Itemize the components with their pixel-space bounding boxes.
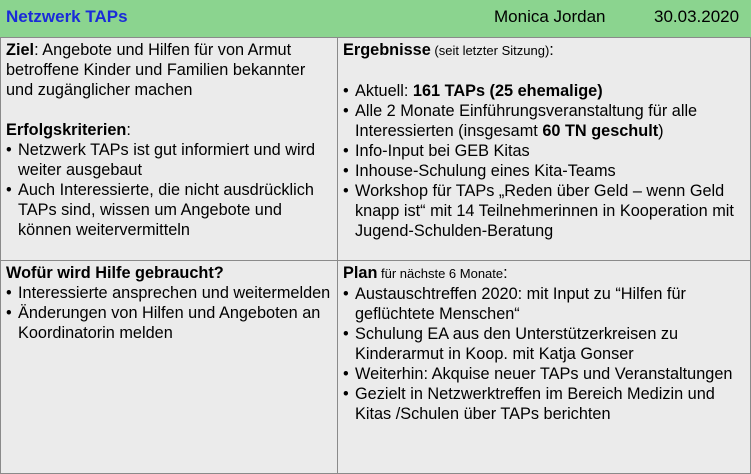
page-title: Netzwerk TAPs bbox=[6, 7, 128, 26]
plan-note: für nächste 6 Monate bbox=[377, 266, 504, 281]
list-item: • Aktuell: 161 TAPs (25 ehemalige) bbox=[343, 81, 745, 101]
list-item: • Netzwerk TAPs ist gut informiert und wird weiter ausgebaut bbox=[6, 140, 332, 180]
ziel-cell bbox=[0, 37, 338, 261]
list-item: • Alle 2 Monate Einführungsveranstaltung für alle Interessierten (insgesamt 60 TN geschult) bbox=[343, 101, 745, 141]
list-item: • Auch Interessierte, die nicht ausdrücklich TAPs sind, wissen um Angebote und können weitervermitteln bbox=[6, 180, 332, 240]
ziel-label: Ziel bbox=[6, 41, 35, 59]
list-item: • Inhouse-Schulung eines Kita-Teams bbox=[343, 161, 745, 181]
ergebnisse-cell bbox=[337, 37, 751, 261]
hilfe-cell bbox=[0, 260, 338, 474]
plan-list bbox=[343, 284, 745, 424]
ergebnisse-heading: Ergebnisse (seit letzter Sitzung): bbox=[343, 41, 554, 59]
ziel-statement bbox=[6, 40, 332, 100]
ziel-text: : Angebote und Hilfen für von Armut betroffene Kinder und Familien bekannter und zugänglicher machen bbox=[6, 41, 306, 99]
list-item: • Schulung EA aus den Unterstützerkreisen zu Kinderarmut in Koop. mit Katja Gonser bbox=[343, 324, 745, 364]
list-item: • Gezielt in Netzwerktreffen im Bereich Medizin und Kitas /Schulen über TAPs berichten bbox=[343, 384, 745, 424]
list-item: • Austauschtreffen 2020: mit Input zu “Hilfen für geflüchtete Menschen“ bbox=[343, 284, 745, 324]
ergebnisse-note: (seit letzter Sitzung) bbox=[430, 43, 550, 58]
list-item: • Info-Input bei GEB Kitas bbox=[343, 141, 745, 161]
erfolg-list bbox=[6, 140, 332, 240]
plan-label: Plan bbox=[343, 264, 378, 282]
report-date: 30.03.2020 bbox=[654, 7, 740, 26]
content-grid bbox=[0, 37, 751, 474]
plan-heading: Plan für nächste 6 Monate: bbox=[343, 264, 508, 282]
author-name: Monica Jordan bbox=[494, 7, 606, 26]
hilfe-list bbox=[6, 283, 332, 343]
ergebnisse-list bbox=[343, 81, 745, 241]
list-item: • Änderungen von Hilfen und Angeboten an Koordinatorin melden bbox=[6, 303, 332, 343]
list-item: • Interessierte ansprechen und weitermelden bbox=[6, 283, 332, 303]
header-bar bbox=[0, 0, 751, 37]
erfolg-label: Erfolgskriterien bbox=[6, 121, 127, 139]
list-item: • Workshop für TAPs „Reden über Geld – wenn Geld knapp ist“ mit 14 Teilnehmerinnen in Kooperation mit Jugend-Schulden-Beratung bbox=[343, 181, 745, 241]
list-item: • Weiterhin: Akquise neuer TAPs und Veranstaltungen bbox=[343, 364, 745, 384]
ergebnisse-label: Ergebnisse bbox=[343, 41, 431, 59]
erfolg-heading: Erfolgskriterien: bbox=[6, 121, 131, 139]
hilfe-heading: Wofür wird Hilfe gebraucht? bbox=[6, 264, 224, 282]
plan-cell bbox=[337, 260, 751, 474]
